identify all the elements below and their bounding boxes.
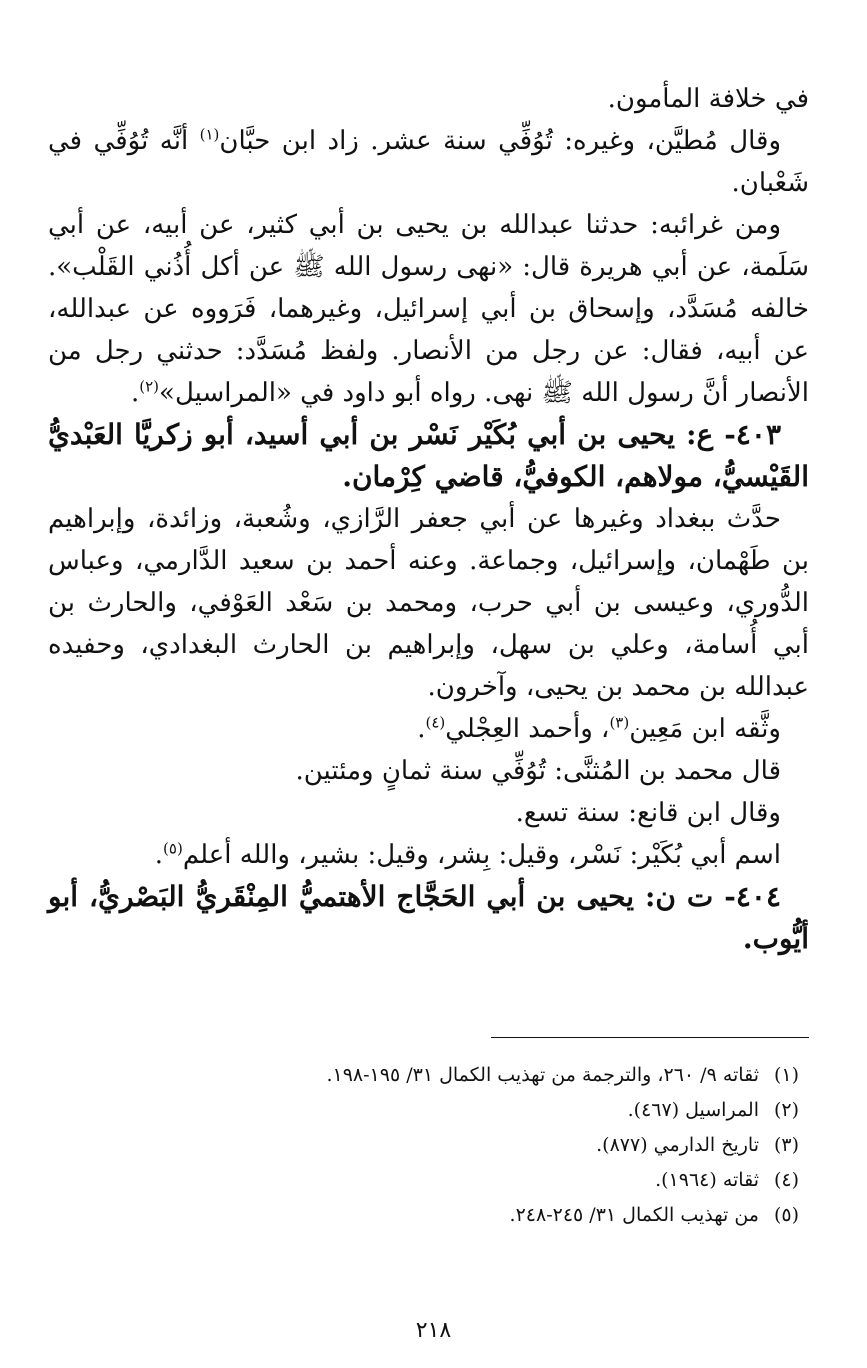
footnote-item [60,1198,799,1233]
paragraph-death-date [48,120,809,204]
text: وثَّقه ابن مَعِين [629,714,781,744]
paragraph-narrators: حدَّث ببغداد وغيرها عن أبي جعفر الرَّازي، وشُعبة، وزائدة، وإبراهيم بن طَهْمان، وإسرائيل، وجماعة. وعنه أحمد بن سعيد الدَّارمي، وعباس الدُّوري، وعيسى بن أبي حرب، ومحمد بن سَعْد العَوْفي، والحارث بن أبي أُسامة، وعلي بن سهل، وإبراهيم بن الحارث البغدادي، وحفيده عبدالله بن محمد بن يحيى، وآخرون. [48,504,809,702]
paragraph-reliability [48,708,809,750]
text: أنَّه تُوُفِّي في شَعْبان. [48,126,809,198]
footnote-item [60,1093,799,1128]
footnote-ref-5[interactable]: (٥) [163,839,183,858]
footnote-number: (١) [773,1064,799,1086]
footnote-number: (٥) [773,1204,799,1226]
paragraph-name [48,834,809,876]
main-text [48,78,809,960]
text: ، وأحمد العِجْلي [445,714,610,744]
footnote-item [60,1163,799,1198]
entry-heading-403: ٤٠٣- ع: يحيى بن أبي بُكَيْر نَسْر بن أبي أسيد، أبو زكريَّا العَبْديُّ القَيْسيُّ، مولاهم، الكوفيُّ، قاضي كِرْمان. [48,418,809,493]
footnote-text: ثقاته ٩/ ٢٦٠، والترجمة من تهذيب الكمال ٣١/ ١٩٥-١٩٨. [326,1064,759,1086]
text: ومن غرائبه: حدثنا عبدالله بن يحيى بن أبي كثير، عن أبيه، عن أبي سَلَمة، عن أبي هريرة قال: «نهى رسول الله ﷺ عن أكل أُذُني القَلْب». خالفه مُسَدَّد، وإسحاق بن أبي إسرائيل، وغيرهما، فَرَووه عن عبدالله، عن أبيه، فقال: عن رجل من الأنصار. ولفظ مُسَدَّد: حدثني رجل من الأنصار أنَّ رسول الله ﷺ نهى. رواه أبو داود في «المراسيل» [48,210,809,408]
footnote-number: (٣) [773,1134,799,1156]
footnotes [60,1058,799,1233]
footnote-text: المراسيل (٤٦٧). [627,1099,759,1121]
text: وقال مُطيَّن، وغيره: تُوُفِّي سنة عشر. زاد ابن حبَّان [219,126,782,156]
footnote-number: (٤) [773,1169,799,1191]
text: . [154,840,164,870]
footnote-ref-1[interactable]: (١) [199,125,220,144]
paragraph-ibn-qani: وقال ابن قانع: سنة تسع. [515,798,781,828]
footnote-text: ثقاته (١٩٦٤). [655,1169,759,1191]
footnote-number: (٢) [773,1099,799,1121]
footnote-ref-2[interactable]: (٢) [139,377,160,396]
text: اسم أبي بُكَيْر: نَسْر، وقيل: بِشر، وقيل: بشير، والله أعلم [182,840,781,870]
footnote-text: من تهذيب الكمال ٣١/ ٢٤٥-٢٤٨. [509,1204,759,1226]
footnote-text: تاريخ الدارمي (٨٧٧). [596,1134,759,1156]
paragraph-continuation [48,78,809,120]
footnote-ref-3[interactable]: (٣) [609,713,630,732]
page-number: ٢١٨ [415,1318,452,1343]
paragraph-oddities [48,204,809,414]
entry-heading-404: ٤٠٤- ت ن: يحيى بن أبي الحَجَّاج الأهتميُّ المِنْقَريُّ البَصْريُّ، أبو أيُّوب. [48,880,809,955]
footnote-item [60,1128,799,1163]
text: في خلافة المأمون. [607,84,809,114]
text: . [130,378,140,408]
footnote-item [60,1058,799,1093]
footnote-ref-4[interactable]: (٤) [425,713,446,732]
paragraph-death-year: قال محمد بن المُثنَّى: تُوُفِّي سنة ثمانٍ ومئتين. [295,756,781,786]
text: . [417,714,426,744]
footnote-divider [491,1037,809,1038]
